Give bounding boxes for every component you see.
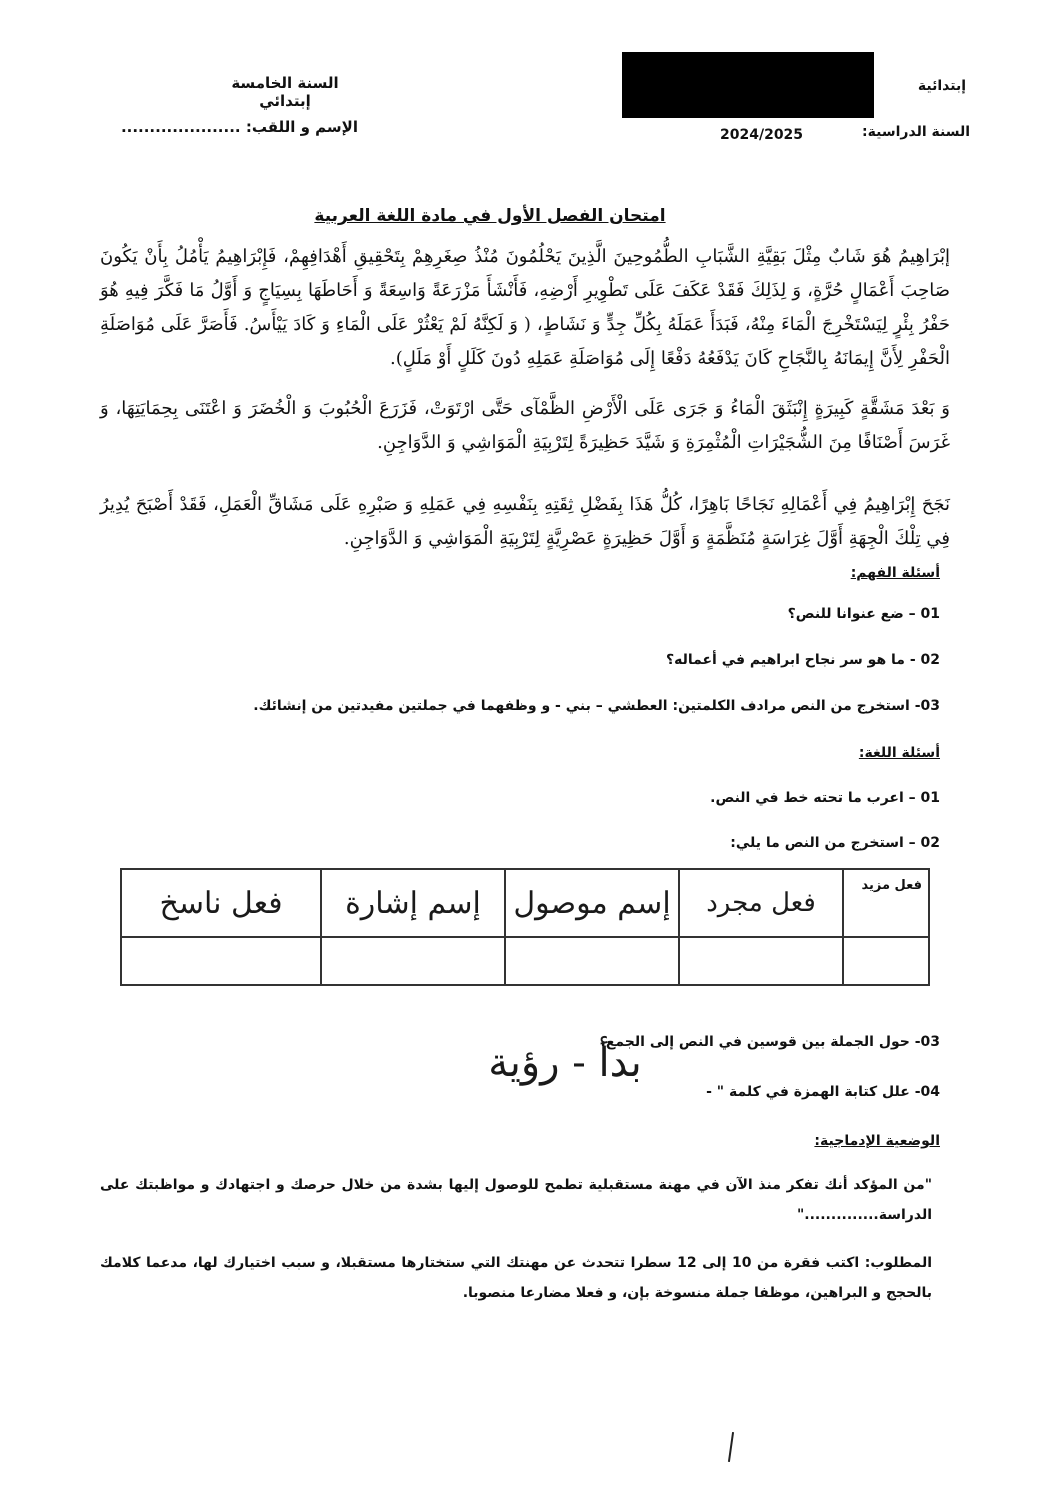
language-question-1: 01 – اعرب ما تحته خط في النص. (710, 790, 940, 806)
school-label: إبتدائية (917, 78, 966, 94)
language-question-4: 04- علل كتابة الهمزة في كلمة " - (706, 1084, 940, 1100)
integration-prompt: "من المؤكد أنك تفكر منذ الآن في مهنة مستقبلية تطمح للوصول إليها بشدة من خلال حرصك و اجتهادك و مواظبتك على الدراسة.............." (100, 1177, 932, 1223)
scan-mark (728, 1432, 734, 1462)
language-question-2: 02 – استخرج من النص ما يلي: (730, 835, 940, 851)
redacted-school-name (622, 52, 874, 118)
table-header-row (121, 869, 929, 937)
exam-title: امتحان الفصل الأول في مادة اللغة العربية (314, 206, 666, 226)
answer-cell-2[interactable] (679, 937, 843, 985)
comprehension-question-1: 01 – ضع عنوانا للنص؟ (787, 606, 940, 622)
text-paragraph-3: نَجَحَ إِبْرَاهِيمُ فِي أَعْمَالِهِ نَجَاحًا بَاهِرًا، كُلُّ هَذَا بِفَضْلِ ثِقَتِهِ بِنَفْسِهِ فِي عَمَلِهِ وَ صَبْرِهِ عَلَى مَشَاقِّ الْعَمَلِ، فَقَدْ أَصْبَحَ يُدِيرُ فِي تِلْكَ الْجِهَةِ أَوَّلَ غِرَاسَةٍ مُنَظَّمَةٍ وَ أَوَّلَ حَظِيرَةٍ عَصْرِيَّةٍ لِتَرْبِيَةِ الْمَوَاشِي وَ الدَّوَاجِنِ. (100, 494, 950, 549)
answer-cell-3[interactable] (505, 937, 679, 985)
header-cell-relative-pronoun: إسم موصول (505, 869, 679, 937)
comprehension-question-2: 02 - ما هو سر نجاح ابراهيم في أعماله؟ (665, 652, 940, 668)
comprehension-heading: أسئلة الفهم: (850, 565, 940, 581)
extraction-table (120, 868, 930, 986)
text-paragraph-1: إبْرَاهِيمُ هُوَ شَابٌ مِثْلَ بَقِيَّةِ الشَّبَابِ الطُّمُوحِينَ الَّذِينَ يَحْلُمُونَ مُنْذُ صِغَرِهِمْ بِتَحْقِيقِ أَهْدَافِهِمْ، فَإِبْرَاهِيمُ يَأْمُلُ بِأَنْ يَكُونَ صَاحِبَ أَعْمَالٍ حُرَّةٍ، وَ لِذَلِكَ فَقَدْ عَكَفَ عَلَى تَطْوِيرِ أَرْضِهِ، فَأَنْشَأَ مَزْرَعَةً وَاسِعَةً وَ أَحَاطَهَا بِسِيَاجٍ وَ أَوَّلُ مَا فَكَّرَ فِيهِ هُوَ حَفْرُ بِئْرٍ لِيَسْتَخْرِجَ الْمَاءَ مِنْهُ، فَبَدَأَ عَمَلَهُ بِكُلِّ جِدٍّ وَ نَشَاطٍ، ( وَ لَكِنَّهُ لَمْ يَعْثُرْ عَلَى الْمَاءِ وَ كَادَ يَيْأَسُ. فَأَصَرَّ عَلَى مُوَاصَلَةِ الْحَفْرِ لِأَنَّ إِيمَانَهُ بِالنَّجَاحِ كَانَ يَدْفَعُهُ دَفْعًا إِلَى مُوَاصَلَةِ عَمَلِهِ دُونَ كَلَلٍ أَوْ مَلَلٍ). (100, 246, 950, 369)
grade-level: السنة الخامسة إبتدائي (231, 74, 339, 110)
integration-task: المطلوب: اكتب فقرة من 10 إلى 12 سطرا تتحدث عن مهنتك التي ستختارها مستقبلا، و سبب اختيارك لها، مدعما كلامك بالحجج و البراهين، موظفا جملة منسوخة بإن، و فعلا مضارعا منصوبا. (100, 1255, 932, 1301)
answer-cell-4[interactable] (321, 937, 505, 985)
table-answer-row (121, 937, 929, 985)
header-cell-augmented-verb: فعل مزيد (843, 869, 929, 937)
header-cell-bare-verb: فعل مجرد (679, 869, 843, 937)
language-question-3: 03- حول الجملة بين قوسين في النص إلى الجمع. (600, 1034, 940, 1050)
answer-cell-1[interactable] (843, 937, 929, 985)
school-year-label: السنة الدراسية: (862, 124, 970, 140)
comprehension-question-3: 03- استخرج من النص مرادف الكلمتين: العطشي – بني - و وظفهما في جملتين مفيدتين من إنشائك. (253, 698, 940, 714)
header-cell-demonstrative: إسم إشارة (321, 869, 505, 937)
handwritten-hamza-words: بدأ - رؤية (488, 1040, 642, 1086)
student-name-field: الإسم و اللقب: ..................... (120, 118, 358, 136)
school-year-value: 2024/2025 (720, 127, 804, 143)
language-heading: أسئلة اللغة: (858, 745, 940, 761)
header-cell-copula-verb: فعل ناسخ (121, 869, 321, 937)
text-paragraph-2: وَ بَعْدَ مَشَقَّةٍ كَبِيرَةٍ إِنْبَثَقَ الْمَاءُ وَ جَرَى عَلَى الْأَرْضِ الظَّمْآى حَتَّى ارْتَوَتْ، فَزَرَعَ الْحُبُوبَ وَ الْخُضَرَ وَ اعْتَنَى بِحِمَايَتِهَا، وَ غَرَسَ أَصْنَافًا مِنَ الشُّجَيْرَاتِ الْمُثْمِرَةِ وَ شَيَّدَ حَظِيرَةً لِتَرْبِيَةِ الْمَوَاشِي وَ الدَّوَاجِنِ. (100, 398, 950, 453)
answer-cell-5[interactable] (121, 937, 321, 985)
integration-heading: الوضعية الإدماجية: (814, 1133, 940, 1149)
